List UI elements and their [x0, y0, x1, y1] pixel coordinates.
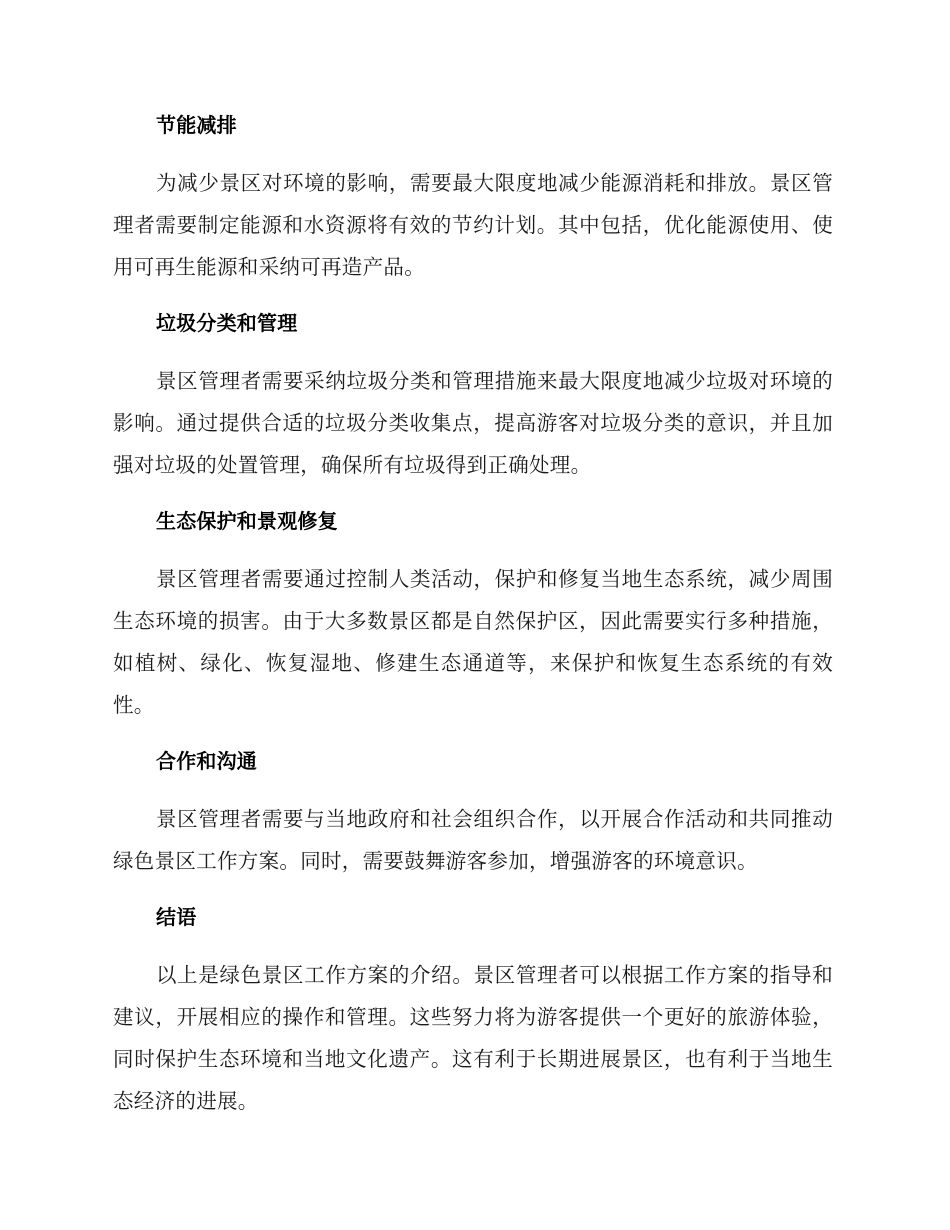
section-heading: 合作和沟通 [156, 749, 257, 773]
section-energy-saving [113, 104, 833, 288]
section-paragraph: 景区管理者需要通过控制人类活动，保护和修复当地生态系统，减少周围生态环境的损害。由于大多数景区都是自然保护区，因此需要实行多种措施，如植树、绿化、恢复湿地、修建生态通道等，来保护和恢复生态系统的有效性。 [113, 567, 833, 717]
section-paragraph: 景区管理者需要与当地政府和社会组织合作，以开展合作活动和共同推动绿色景区工作方案。同时，需要鼓舞游客参加，增强游客的环境意识。 [113, 807, 833, 873]
document-body [113, 104, 833, 1136]
section-ecological-protection [113, 500, 833, 726]
section-heading: 节能减排 [156, 113, 237, 137]
section-paragraph: 为减少景区对环境的影响，需要最大限度地减少能源消耗和排放。景区管理者需要制定能源和水资源将有效的节约计划。其中包括，优化能源使用、使用可再生能源和采纳可再造产品。 [113, 171, 833, 279]
section-paragraph: 以上是绿色景区工作方案的介绍。景区管理者可以根据工作方案的指导和建议，开展相应的操作和管理。这些努力将为游客提供一个更好的旅游体验，同时保护生态环境和当地文化遗产。这有利于长期进展景区，也有利于当地生态经济的进展。 [113, 963, 833, 1113]
section-heading: 垃圾分类和管理 [156, 311, 298, 335]
section-waste-management [113, 302, 833, 486]
section-conclusion [113, 896, 833, 1122]
section-cooperation [113, 740, 833, 882]
section-heading: 结语 [156, 905, 197, 929]
section-paragraph: 景区管理者需要采纳垃圾分类和管理措施来最大限度地减少垃圾对环境的影响。通过提供合适的垃圾分类收集点，提高游客对垃圾分类的意识，并且加强对垃圾的处置管理，确保所有垃圾得到正确处理。 [113, 369, 833, 477]
section-heading: 生态保护和景观修复 [156, 509, 338, 533]
